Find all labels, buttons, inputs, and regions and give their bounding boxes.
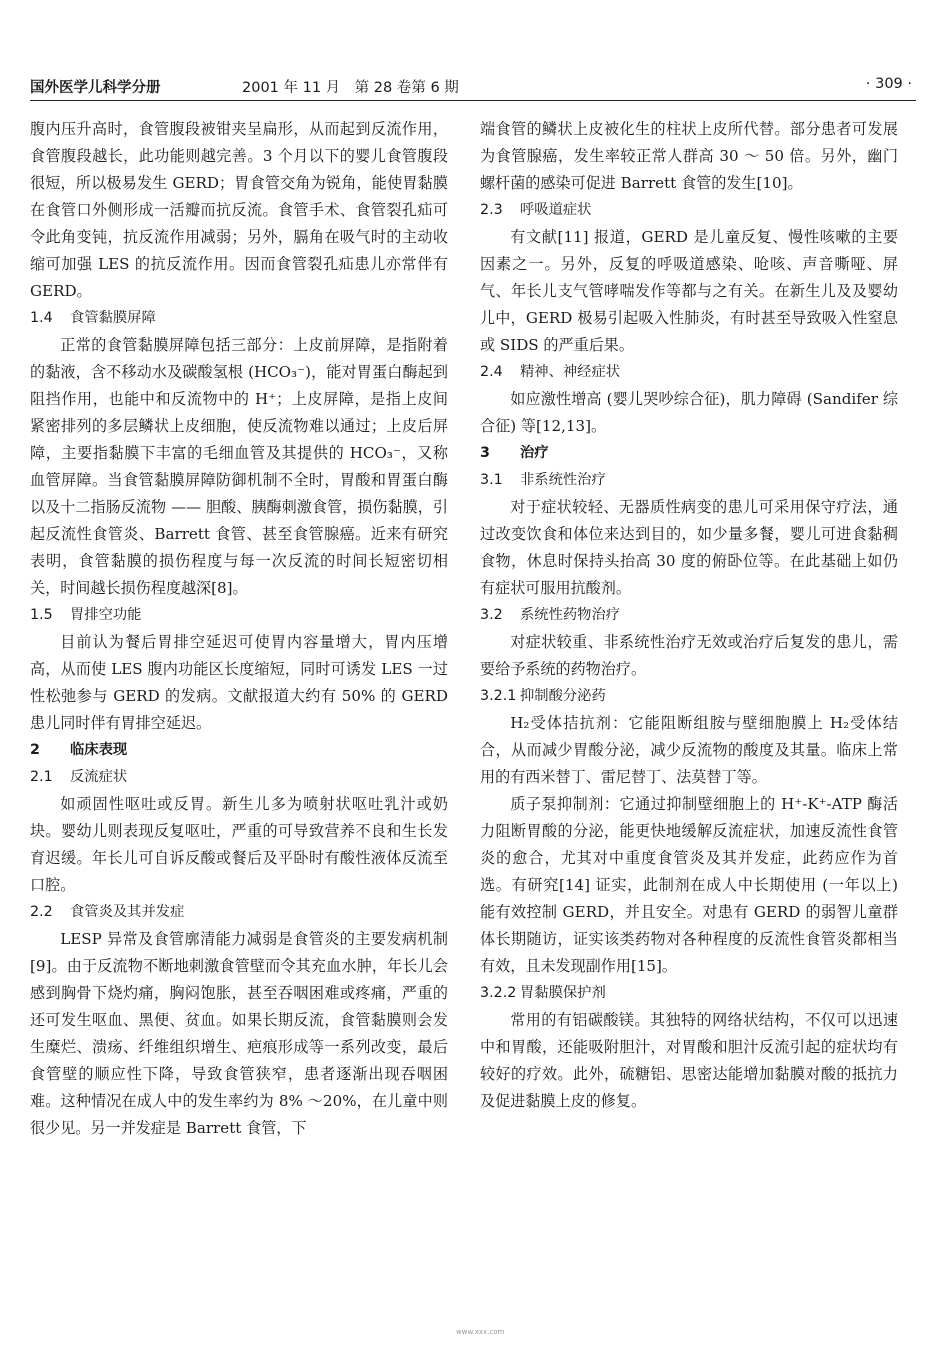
right-column [480, 116, 898, 1115]
body-paragraph: 腹内压升高时，食管腹段被钳夹呈扁形，从而起到反流作用，食管腹段越长，此功能则越完善。3 个月以下的婴儿食管腹段很短，所以极易发生 GERD；胃食管交角为锐角，能使胃黏膜在食管口外侧形成一活瓣而抗反流。食管手术、食管裂孔疝可令此角变钝，抗反流作用减弱；另外，膈角在吸气时的主动收缩可加强 LES 的抗反流作用。因而食管裂孔疝患儿亦常伴有 GERD。 [30, 120, 448, 300]
section-heading [480, 359, 898, 386]
section-number: 3.1 [480, 472, 503, 488]
section-number: 2.4 [480, 364, 503, 380]
section-heading [480, 467, 898, 494]
section-title: 临床表现 [70, 742, 128, 758]
section-heading [480, 980, 898, 1007]
section-number: 1.4 [30, 310, 53, 326]
section-number: 3 [480, 445, 490, 461]
body-paragraph: 有文献[11] 报道，GERD 是儿童反复、慢性咳嗽的主要因素之一。另外，反复的呼吸道感染、呛咳、声音嘶哑、屏气、年长儿支气管哮喘发作等都与之有关。在新生儿及及婴幼儿中，GERD 极易引起吸入性肺炎，有时甚至导致吸入性窒息或 SIDS 的严重后果。 [480, 228, 898, 354]
journal-title: 国外医学儿科学分册 [30, 80, 161, 96]
body-paragraph: 常用的有铝碳酸镁。其独特的网络状结构，不仅可以迅速中和胃酸，还能吸附胆汁，对胃酸和胆汁反流引起的症状均有较好的疗效。此外，硫糖铝、思密达能增加黏膜对酸的抵抗力及促进黏膜上皮的修复。 [480, 1011, 898, 1110]
body-paragraph: 目前认为餐后胃排空延迟可使胃内容量增大，胃内压增高，从而使 LES 腹内功能区长度缩短，同时可诱发 LES 一过性松弛参与 GERD 的发病。文献报道大约有 50% 的 GERD 患儿同时伴有胃排空延迟。 [30, 633, 448, 732]
section-heading [480, 197, 898, 224]
body-paragraph: 如应激性增高 (婴儿哭吵综合征)，肌力障碍 (Sandifer 综合征) 等[12,13]。 [480, 390, 898, 435]
section-heading [30, 737, 448, 764]
running-header [30, 70, 916, 101]
section-number: 2 [30, 742, 40, 758]
body-paragraph: 对于症状较轻、无器质性病变的患儿可采用保守疗法，通过改变饮食和体位来达到目的，如少量多餐，婴儿可进食黏稠食物，休息时保持头抬高 30 度的俯卧位等。在此基础上如仍有症状可服用抗酸剂。 [480, 498, 898, 597]
section-number: 2.1 [30, 769, 53, 785]
issue-info: 2001 年 11 月 第 28 卷第 6 期 [242, 80, 459, 96]
section-heading [30, 764, 448, 791]
section-title: 系统性药物治疗 [520, 607, 621, 623]
section-heading [30, 899, 448, 926]
section-title: 抑制酸分泌药 [520, 688, 606, 704]
body-paragraph: 正常的食管黏膜屏障包括三部分：上皮前屏障，是指附着的黏液，含不移动水及碳酸氢根 (HCO₃⁻)，能对胃蛋白酶起到阻挡作用，也能中和反流物中的 H⁺；上皮屏障，是指上皮间紧密排列的多层鳞状上皮细胞，使反流物难以通过；上皮后屏障，主要指黏膜下丰富的毛细血管及其提供的 HCO₃⁻，又称血管屏障。当食管黏膜屏障防御机制不全时，胃酸和胃蛋白酶以及十二指肠反流物 —— 胆酸、胰酶刺激食管，损伤黏膜，引起反流性食管炎、Barrett 食管、甚至食管腺癌。近来有研究表明，食管黏膜的损伤程度与每一次反流的时间长短密切相关，时间越长损伤程度越深[8]。 [30, 336, 448, 597]
section-title: 胃排空功能 [70, 607, 142, 623]
section-number: 2.3 [480, 202, 503, 218]
section-title: 反流症状 [70, 769, 128, 785]
footer-watermark: www.xxx.com [456, 1328, 505, 1336]
body-paragraph: 如顽固性呕吐或反胃。新生儿多为喷射状呕吐乳汁或奶块。婴幼儿则表现反复呕吐，严重的可导致营养不良和生长发育迟缓。年长儿可自诉反酸或餐后及平卧时有酸性液体反流至口腔。 [30, 795, 448, 894]
section-title: 治疗 [520, 445, 549, 461]
section-number: 2.2 [30, 904, 53, 920]
section-number: 3.2 [480, 607, 503, 623]
section-title: 精神、神经症状 [520, 364, 621, 380]
page-number: · 309 · [865, 76, 912, 92]
section-heading [480, 602, 898, 629]
section-heading [30, 602, 448, 629]
section-title: 非系统性治疗 [520, 472, 606, 488]
section-title: 呼吸道症状 [520, 202, 592, 218]
body-paragraph: 对症状较重、非系统性治疗无效或治疗后复发的患儿，需要给予系统的药物治疗。 [480, 633, 898, 678]
body-paragraph: H₂受体拮抗剂：它能阻断组胺与壁细胞膜上 H₂受体结合，从而减少胃酸分泌，减少反流物的酸度及其量。临床上常用的有西米替丁、雷尼替丁、法莫替丁等。 [480, 714, 898, 786]
section-heading [480, 440, 898, 467]
section-title: 食管炎及其并发症 [70, 904, 185, 920]
section-number: 3.2.1 [480, 688, 517, 704]
section-number: 1.5 [30, 607, 53, 623]
section-title: 食管黏膜屏障 [70, 310, 156, 326]
section-heading [480, 683, 898, 710]
left-column [30, 116, 448, 1142]
section-title: 胃黏膜保护剂 [520, 985, 606, 1001]
body-paragraph: LESP 异常及食管廓清能力减弱是食管炎的主要发病机制[9]。由于反流物不断地刺激食管壁而令其充血水肿，年长儿会感到胸骨下烧灼痛，胸闷饱胀，甚至吞咽困难或疼痛，严重的还可发生呕血、黑便、贫血。如果长期反流，食管黏膜则会发生糜烂、溃疡、纤维组织增生、疤痕形成等一系列改变，最后食管壁的顺应性下降，导致食管狭窄，患者逐渐出现吞咽困难。这种情况在成人中的发生率约为 8% ～20%，在儿童中则很少见。另一并发症是 Barrett 食管，下 [30, 930, 448, 1137]
body-paragraph: 质子泵抑制剂：它通过抑制壁细胞上的 H⁺-K⁺-ATP 酶活力阻断胃酸的分泌，能更快地缓解反流症状，加速反流性食管炎的愈合，尤其对中重度食管炎及其并发症，此药应作为首选。有研究[14] 证实，此制剂在成人中长期使用 (一年以上) 能有效控制 GERD，并且安全。对患有 GERD 的弱智儿童群体长期随访，证实该类药物对各种程度的反流性食管炎都相当有效，且未发现副作用[15]。 [480, 795, 898, 975]
section-number: 3.2.2 [480, 985, 517, 1001]
body-paragraph: 端食管的鳞状上皮被化生的柱状上皮所代替。部分患者可发展为食管腺癌，发生率较正常人群高 30 ～ 50 倍。另外，幽门螺杆菌的感染可促进 Barrett 食管的发生[10]。 [480, 120, 898, 192]
section-heading [30, 305, 448, 332]
